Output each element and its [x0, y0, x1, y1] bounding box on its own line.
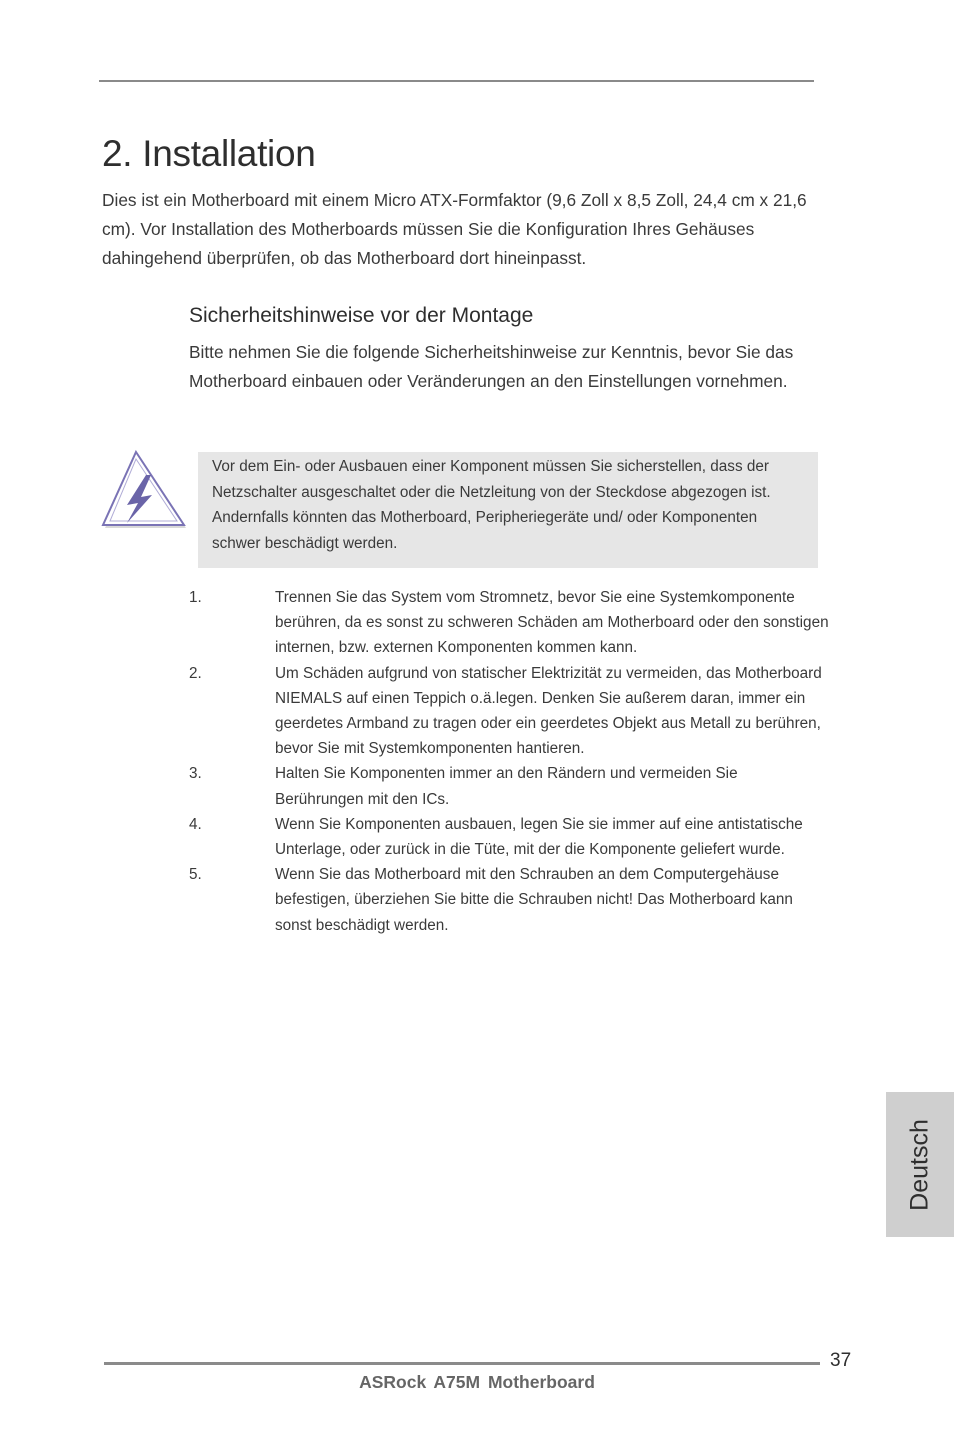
step-text: Wenn Sie das Motherboard mit den Schrauben an dem Computergehäuse befestigen, überziehen Sie bitte die Schrauben nicht! Das Motherboard kann sonst beschädigt werden. [275, 866, 793, 934]
step-text: Um Schäden aufgrund von statischer Elektrizität zu vermeiden, das Motherboard NIEMALS auf einen Teppich o.ä.legen. Denken Sie außerem daran, immer ein geerdetes Armband zu tragen oder ein geerdetes Objekt aus Metall zu berühren, bevor Sie mit Systemkomponenten hantieren. [275, 664, 822, 758]
footer-brand: ASRock A75M Motherboard [359, 1372, 595, 1392]
list-item [189, 812, 829, 862]
list-item [189, 661, 829, 762]
intro-paragraph: Dies ist ein Motherboard mit einem Micro ATX-Formfaktor (9,6 Zoll x 8,5 Zoll, 24,4 cm x 21,6 cm). Vor Installation des Motherboards müssen Sie die Konfiguration Ihres Gehäuses dahingehend überprüfen, ob das Motherboard dort hineinpasst. [102, 190, 807, 268]
page-number: 37 [830, 1350, 852, 1371]
safety-heading: Sicherheitshinweise vor der Montage [189, 304, 534, 327]
step-text: Wenn Sie Komponenten ausbauen, legen Sie sie immer auf eine antistatische Unterlage, oder zurück in die Tüte, mit der die Komponente geliefert wurde. [275, 815, 803, 859]
list-item [189, 585, 829, 661]
list-item [189, 862, 829, 938]
top-rule [99, 80, 814, 82]
warning-text: Vor dem Ein- oder Ausbauen einer Komponent müssen Sie sicherstellen, dass der Netzschalter ausgeschaltet oder die Netzleitung von der Steckdose abgezogen ist. Andernfalls könnten das Motherboard, Peripheriegeräte und/ oder Komponenten schwer beschädigt werden. [212, 458, 771, 552]
step-number: 2. [189, 664, 202, 682]
safety-steps-list [189, 585, 829, 938]
safety-intro: Bitte nehmen Sie die folgende Sicherheitshinweise zur Kenntnis, bevor Sie das Motherboard einbauen oder Veränderungen an den Einstellungen vornehmen. [189, 342, 794, 391]
language-tab-label: Deutsch [905, 1118, 934, 1211]
step-number: 3. [189, 765, 202, 783]
warning-box [198, 452, 818, 568]
high-voltage-warning-icon [100, 449, 186, 531]
step-number: 5. [189, 866, 202, 884]
step-number: 1. [189, 589, 202, 606]
page-title: 2. Installation [102, 133, 316, 174]
list-item [189, 761, 829, 811]
step-number: 4. [189, 815, 202, 833]
step-text: Trennen Sie das System vom Stromnetz, bevor Sie eine Systemkomponente berühren, da es sonst zu schweren Schäden am Motherboard oder den sonstigen internen, bzw. externen Komponenten kommen kann. [275, 589, 829, 657]
language-tab [886, 1092, 954, 1237]
step-text: Halten Sie Komponenten immer an den Rändern und vermeiden Sie Berührungen mit den ICs. [275, 765, 738, 808]
bottom-rule [104, 1362, 820, 1365]
